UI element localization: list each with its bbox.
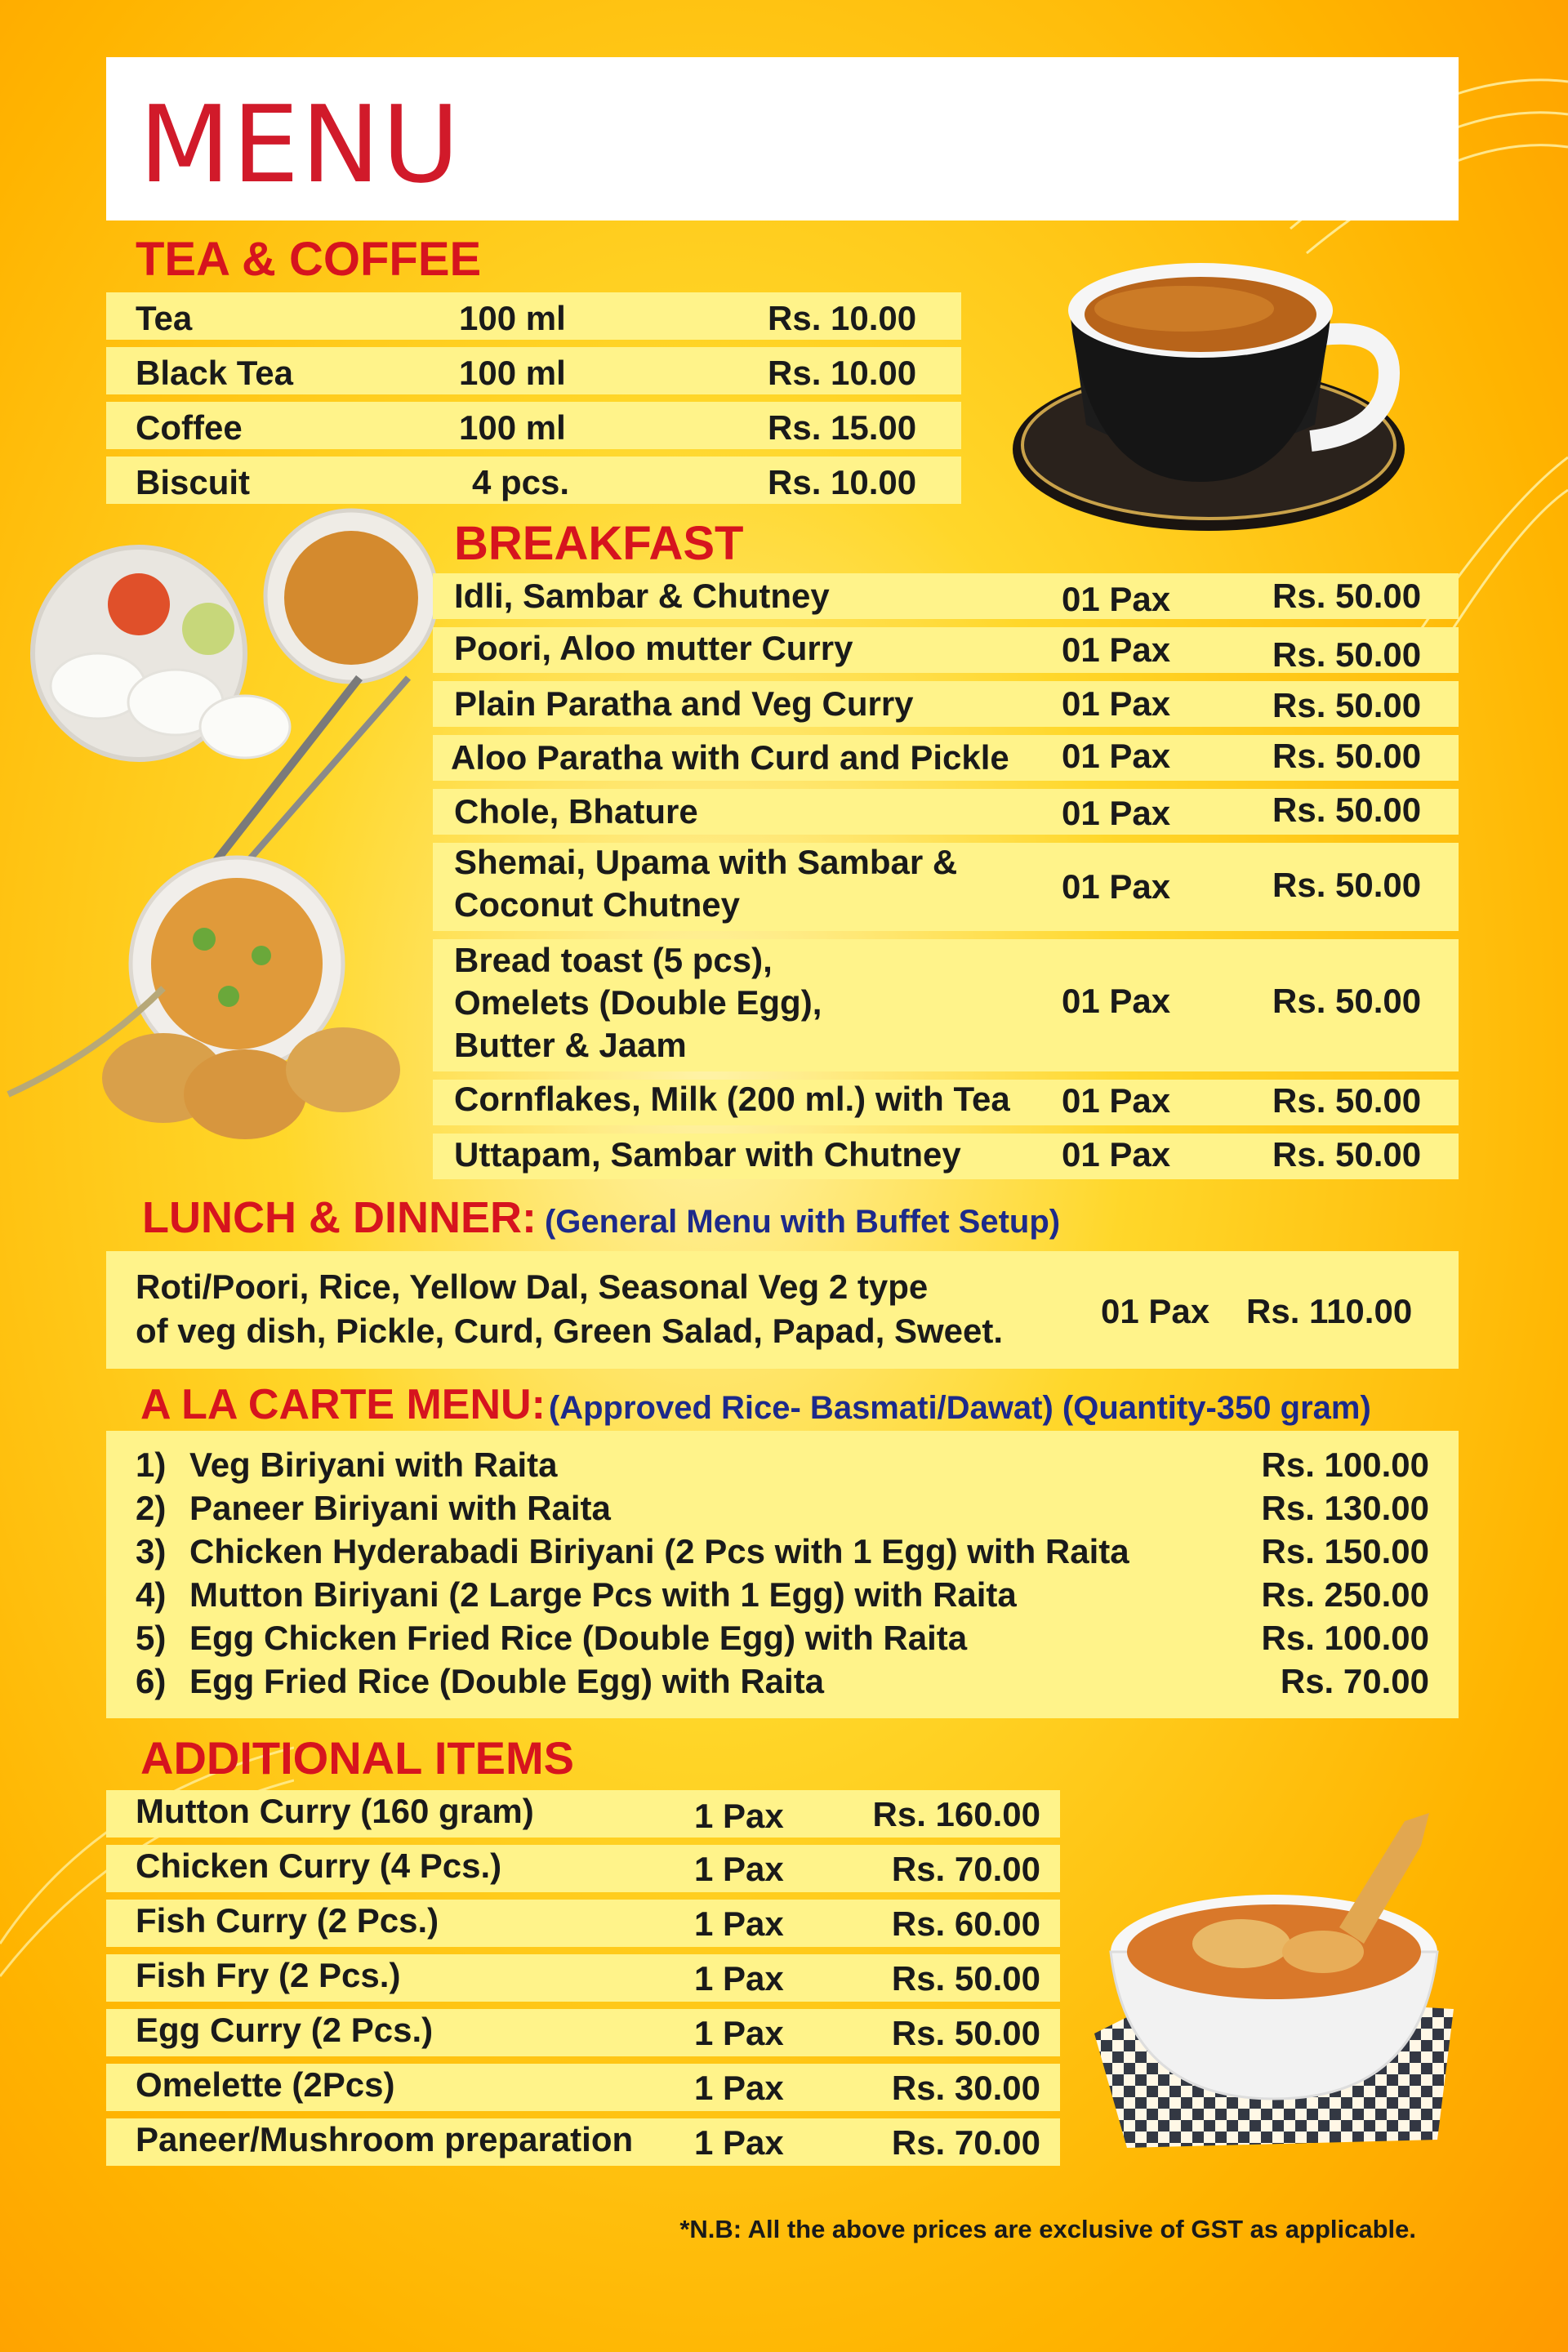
item-name: Fish Fry (2 Pcs.) (136, 1956, 401, 1994)
item-qty: 100 ml (459, 299, 566, 337)
item-qty: 1 Pax (694, 2123, 784, 2162)
item-price: Rs. 50.00 (1272, 1081, 1422, 1120)
item-name: Omelette (2Pcs) (136, 2065, 395, 2104)
tea-cup-image (1004, 237, 1429, 564)
carte-item-price: Rs. 100.00 (1261, 1446, 1429, 1484)
carte-item-name: Mutton Biriyani (2 Large Pcs with 1 Egg) with Raita (189, 1575, 1017, 1614)
tea-row (106, 347, 961, 394)
additional-row (106, 1900, 1060, 1947)
additional-row (106, 1845, 1060, 1892)
a-la-carte-title (140, 1380, 1371, 1429)
item-name: Chole, Bhature (454, 792, 698, 831)
breakfast-title: BREAKFAST (454, 517, 744, 570)
tea-row (106, 457, 961, 504)
item-price: Rs. 50.00 (1272, 866, 1422, 904)
item-price: Rs. 70.00 (891, 2123, 1040, 2162)
title-bar (106, 57, 1459, 220)
gst-note: *N.B: All the above prices are exclusive of GST as applicable. (679, 2215, 1416, 2243)
item-name-line3: Butter & Jaam (454, 1026, 687, 1064)
additional-row (106, 2118, 1060, 2166)
item-name: Shemai, Upama with Sambar & (454, 843, 958, 881)
item-name: Paneer/Mushroom preparation (136, 2120, 634, 2158)
item-name: Aloo Paratha with Curd and Pickle (451, 738, 1009, 777)
item-name: Mutton Curry (160 gram) (136, 1792, 534, 1830)
a-la-carte-box (106, 1431, 1459, 1718)
lunch-dinner-box (106, 1251, 1459, 1369)
breakfast-row (433, 573, 1459, 619)
item-name: Plain Paratha and Veg Curry (454, 684, 914, 723)
item-name: Poori, Aloo mutter Curry (454, 629, 853, 667)
item-qty: 100 ml (459, 354, 566, 392)
tea-coffee-title: TEA & COFFEE (136, 233, 482, 286)
item-price: Rs. 50.00 (891, 2014, 1040, 2052)
carte-item-price: Rs. 70.00 (1280, 1662, 1429, 1700)
a-la-carte-subtitle: (Approved Rice- Basmati/Dawat) (Quantity-350 gram) (548, 1390, 1371, 1426)
item-name: Tea (136, 299, 193, 337)
item-price: Rs. 60.00 (891, 1904, 1040, 1943)
item-price: Rs. 30.00 (891, 2069, 1040, 2107)
item-qty: 01 Pax (1062, 867, 1171, 906)
additional-row (106, 2064, 1060, 2111)
breakfast-row (433, 1134, 1459, 1179)
breakfast-row (433, 627, 1459, 673)
carte-item-name: Veg Biriyani with Raita (189, 1446, 558, 1484)
item-name-line2: Omelets (Double Egg), (454, 983, 822, 1022)
a-la-carte-heading: A LA CARTE MENU: (140, 1381, 546, 1428)
item-qty: 01 Pax (1062, 737, 1171, 775)
additional-row (106, 2009, 1060, 2056)
breakfast-row (433, 843, 1459, 931)
item-name: Bread toast (5 pcs), (454, 941, 773, 979)
carte-item-price: Rs. 150.00 (1261, 1532, 1429, 1570)
item-qty: 1 Pax (694, 1904, 784, 1943)
breakfast-row (433, 1080, 1459, 1125)
item-name: Coffee (136, 408, 243, 447)
item-price: Rs. 10.00 (768, 299, 917, 337)
item-name: Black Tea (136, 354, 293, 392)
item-qty: 01 Pax (1062, 630, 1171, 669)
tea-row (106, 292, 961, 340)
item-price: Rs. 10.00 (768, 354, 917, 392)
breakfast-food-image (0, 506, 441, 1160)
carte-item-name: Paneer Biriyani with Raita (189, 1489, 611, 1527)
carte-num: 4) (136, 1575, 167, 1614)
item-qty: 1 Pax (694, 1797, 784, 1835)
lunch-dinner-qty: 01 Pax (1101, 1292, 1210, 1330)
carte-item-price: Rs. 250.00 (1261, 1575, 1429, 1614)
item-price: Rs. 50.00 (1272, 1135, 1422, 1174)
item-qty: 01 Pax (1062, 982, 1171, 1020)
curry-bowl-image (1078, 1788, 1462, 2164)
item-qty: 01 Pax (1062, 1135, 1171, 1174)
carte-num: 5) (136, 1619, 167, 1657)
item-price: Rs. 50.00 (1272, 737, 1422, 775)
carte-item-price: Rs. 130.00 (1261, 1489, 1429, 1527)
carte-num: 1) (136, 1446, 167, 1484)
item-name: Cornflakes, Milk (200 ml.) with Tea (454, 1080, 1010, 1118)
item-name: Fish Curry (2 Pcs.) (136, 1901, 439, 1940)
item-qty: 1 Pax (694, 2069, 784, 2107)
carte-num: 6) (136, 1662, 167, 1700)
page-title: MENU (139, 82, 461, 207)
additional-row (106, 1954, 1060, 2002)
item-name-line2: Coconut Chutney (454, 885, 740, 924)
carte-num: 2) (136, 1489, 167, 1527)
item-price: Rs. 50.00 (1272, 686, 1422, 724)
additional-row (106, 1790, 1060, 1838)
item-name: Egg Curry (2 Pcs.) (136, 2011, 434, 2049)
item-qty: 01 Pax (1062, 1081, 1171, 1120)
carte-num: 3) (136, 1532, 167, 1570)
item-price: Rs. 50.00 (891, 1959, 1040, 1998)
item-price: Rs. 70.00 (891, 1850, 1040, 1888)
item-qty: 4 pcs. (472, 463, 570, 501)
item-qty: 1 Pax (694, 1959, 784, 1998)
item-qty: 1 Pax (694, 2014, 784, 2052)
item-name: Chicken Curry (4 Pcs.) (136, 1846, 502, 1885)
item-price: Rs. 50.00 (1272, 577, 1422, 615)
item-price: Rs. 15.00 (768, 408, 917, 447)
item-qty: 01 Pax (1062, 794, 1171, 832)
item-name: Idli, Sambar & Chutney (454, 577, 830, 615)
item-name: Uttapam, Sambar with Chutney (454, 1135, 961, 1174)
breakfast-row (433, 735, 1459, 781)
item-price: Rs. 50.00 (1272, 791, 1422, 829)
lunch-dinner-line1: Roti/Poori, Rice, Yellow Dal, Seasonal Veg 2 type (136, 1267, 929, 1306)
item-price: Rs. 50.00 (1272, 635, 1422, 674)
lunch-dinner-price: Rs. 110.00 (1246, 1292, 1413, 1330)
item-qty: 100 ml (459, 408, 566, 447)
item-qty: 1 Pax (694, 1850, 784, 1888)
lunch-dinner-subtitle: (General Menu with Buffet Setup) (544, 1204, 1061, 1240)
breakfast-row (433, 939, 1459, 1071)
item-price: Rs. 160.00 (872, 1795, 1040, 1833)
lunch-dinner-heading: LUNCH & DINNER: (142, 1193, 537, 1242)
item-qty: 01 Pax (1062, 580, 1171, 618)
item-name: Biscuit (136, 463, 251, 501)
additional-title: ADDITIONAL ITEMS (140, 1732, 574, 1784)
lunch-dinner-line2: of veg dish, Pickle, Curd, Green Salad, Papad, Sweet. (136, 1312, 1003, 1350)
carte-item-price: Rs. 100.00 (1261, 1619, 1429, 1657)
breakfast-row (433, 681, 1459, 727)
carte-item-name: Egg Chicken Fried Rice (Double Egg) with Raita (189, 1619, 968, 1657)
carte-item-name: Egg Fried Rice (Double Egg) with Raita (189, 1662, 825, 1700)
lunch-dinner-title (142, 1192, 1060, 1243)
item-price: Rs. 50.00 (1272, 982, 1422, 1020)
item-qty: 01 Pax (1062, 684, 1171, 723)
item-price: Rs. 10.00 (768, 463, 917, 501)
tea-row (106, 402, 961, 449)
breakfast-row (433, 789, 1459, 835)
carte-item-name: Chicken Hyderabadi Biriyani (2 Pcs with 1 Egg) with Raita (189, 1532, 1129, 1570)
